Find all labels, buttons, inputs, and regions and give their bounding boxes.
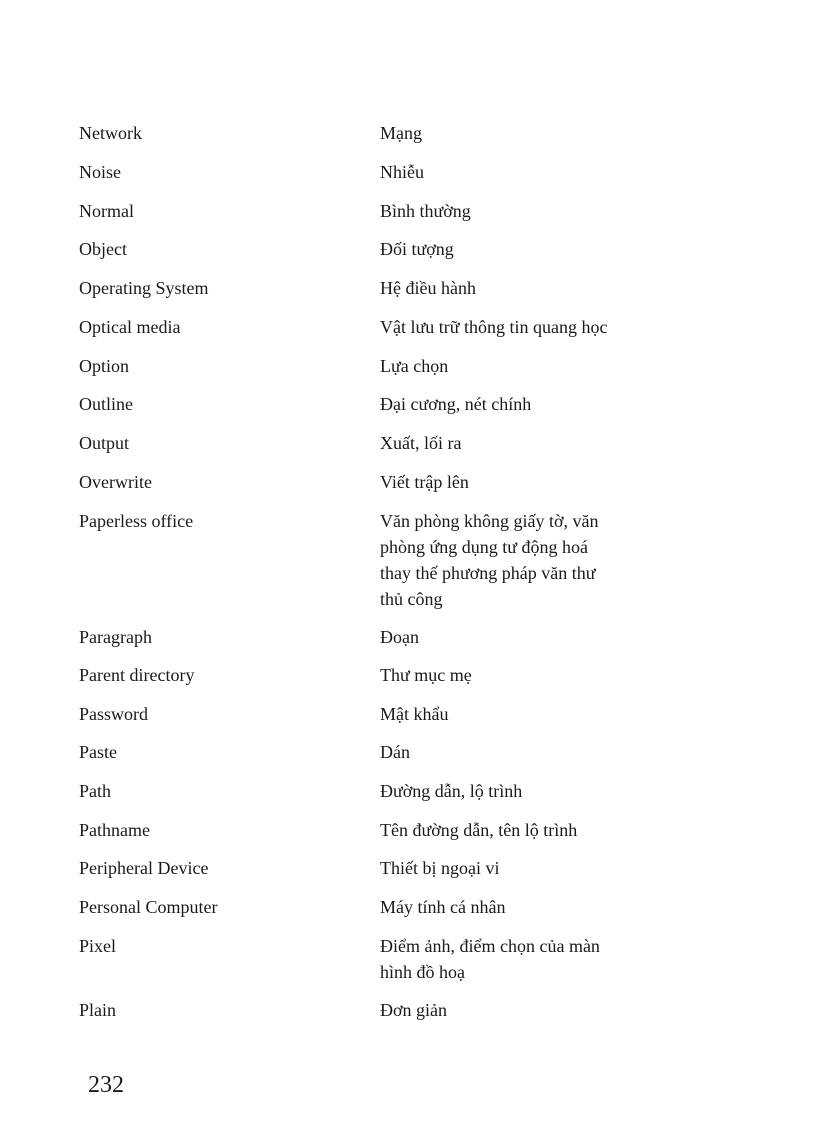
- definition: [380, 739, 655, 765]
- definition: [380, 198, 655, 224]
- definition-line: Viết trập lên: [380, 472, 469, 492]
- term: Path: [79, 781, 112, 801]
- definition-line: phòng ứng dụng tư động hoá: [380, 537, 589, 557]
- term: Normal: [79, 201, 134, 221]
- term: Pixel: [79, 936, 117, 956]
- term: Output: [79, 433, 130, 453]
- term: Overwrite: [79, 472, 152, 492]
- term: Operating System: [79, 278, 209, 298]
- definition-line: Vật lưu trữ thông tin quang học: [380, 317, 608, 337]
- definition-line: Bình thường: [380, 201, 471, 221]
- definition: [380, 817, 655, 843]
- page-number: 232: [88, 1072, 124, 1098]
- term: Plain: [79, 1000, 117, 1020]
- definition-line: thủ công: [380, 589, 443, 609]
- definition-line: Văn phòng không giấy tờ, văn: [380, 511, 599, 531]
- definition-line: thay thế phương pháp văn thư: [380, 563, 596, 583]
- definition-line: Máy tính cá nhân: [380, 897, 506, 917]
- term: Network: [79, 123, 142, 143]
- term: Paperless office: [79, 511, 194, 531]
- definition-line: hình đồ hoạ: [380, 962, 465, 982]
- definition-line: Nhiễu: [380, 162, 424, 182]
- term: Noise: [79, 162, 121, 182]
- term: Optical media: [79, 317, 181, 337]
- definition-line: Đơn giản: [380, 1000, 448, 1020]
- definition: [380, 275, 655, 301]
- term: Paragraph: [79, 627, 152, 647]
- definition: [380, 662, 655, 688]
- definition: [380, 159, 655, 185]
- definition-line: Điểm ảnh, điểm chọn của màn: [380, 936, 600, 956]
- definition: [380, 933, 655, 985]
- term: Password: [79, 704, 149, 724]
- term: Option: [79, 356, 130, 376]
- definition: [380, 430, 655, 456]
- definition-line: Hệ điều hành: [380, 278, 476, 298]
- definition: [380, 778, 655, 804]
- term: Paste: [79, 742, 117, 762]
- definition-line: Dán: [380, 742, 410, 762]
- definition: [380, 120, 655, 146]
- definition: [380, 314, 655, 340]
- definition-line: Đại cương, nét chính: [380, 394, 532, 414]
- term: Outline: [79, 394, 133, 414]
- term: Parent directory: [79, 665, 195, 685]
- definition-line: Mạng: [380, 123, 422, 143]
- definition: [380, 508, 655, 612]
- definition-line: Thiết bị ngoại vi: [380, 858, 500, 878]
- definition: [380, 624, 655, 650]
- definition-line: Tên đường dẫn, tên lộ trình: [380, 820, 578, 840]
- definition-line: Xuất, lối ra: [380, 433, 462, 453]
- definition: [380, 855, 655, 881]
- definition: [380, 701, 655, 727]
- definition-line: Đối tượng: [380, 239, 454, 259]
- term: Personal Computer: [79, 897, 218, 917]
- definition: [380, 236, 655, 262]
- definition: [380, 353, 655, 379]
- definition: [380, 391, 655, 417]
- definition-line: Đường dẫn, lộ trình: [380, 781, 523, 801]
- term: Peripheral Device: [79, 858, 209, 878]
- definition-line: Thư mục mẹ: [380, 665, 472, 685]
- definition: [380, 469, 655, 495]
- term: Object: [79, 239, 127, 259]
- term: Pathname: [79, 820, 150, 840]
- definition-line: Lựa chọn: [380, 356, 449, 376]
- definition: [380, 894, 655, 920]
- definition: [380, 997, 655, 1023]
- definition-line: Đoạn: [380, 627, 419, 647]
- definition-line: Mật khẩu: [380, 704, 449, 724]
